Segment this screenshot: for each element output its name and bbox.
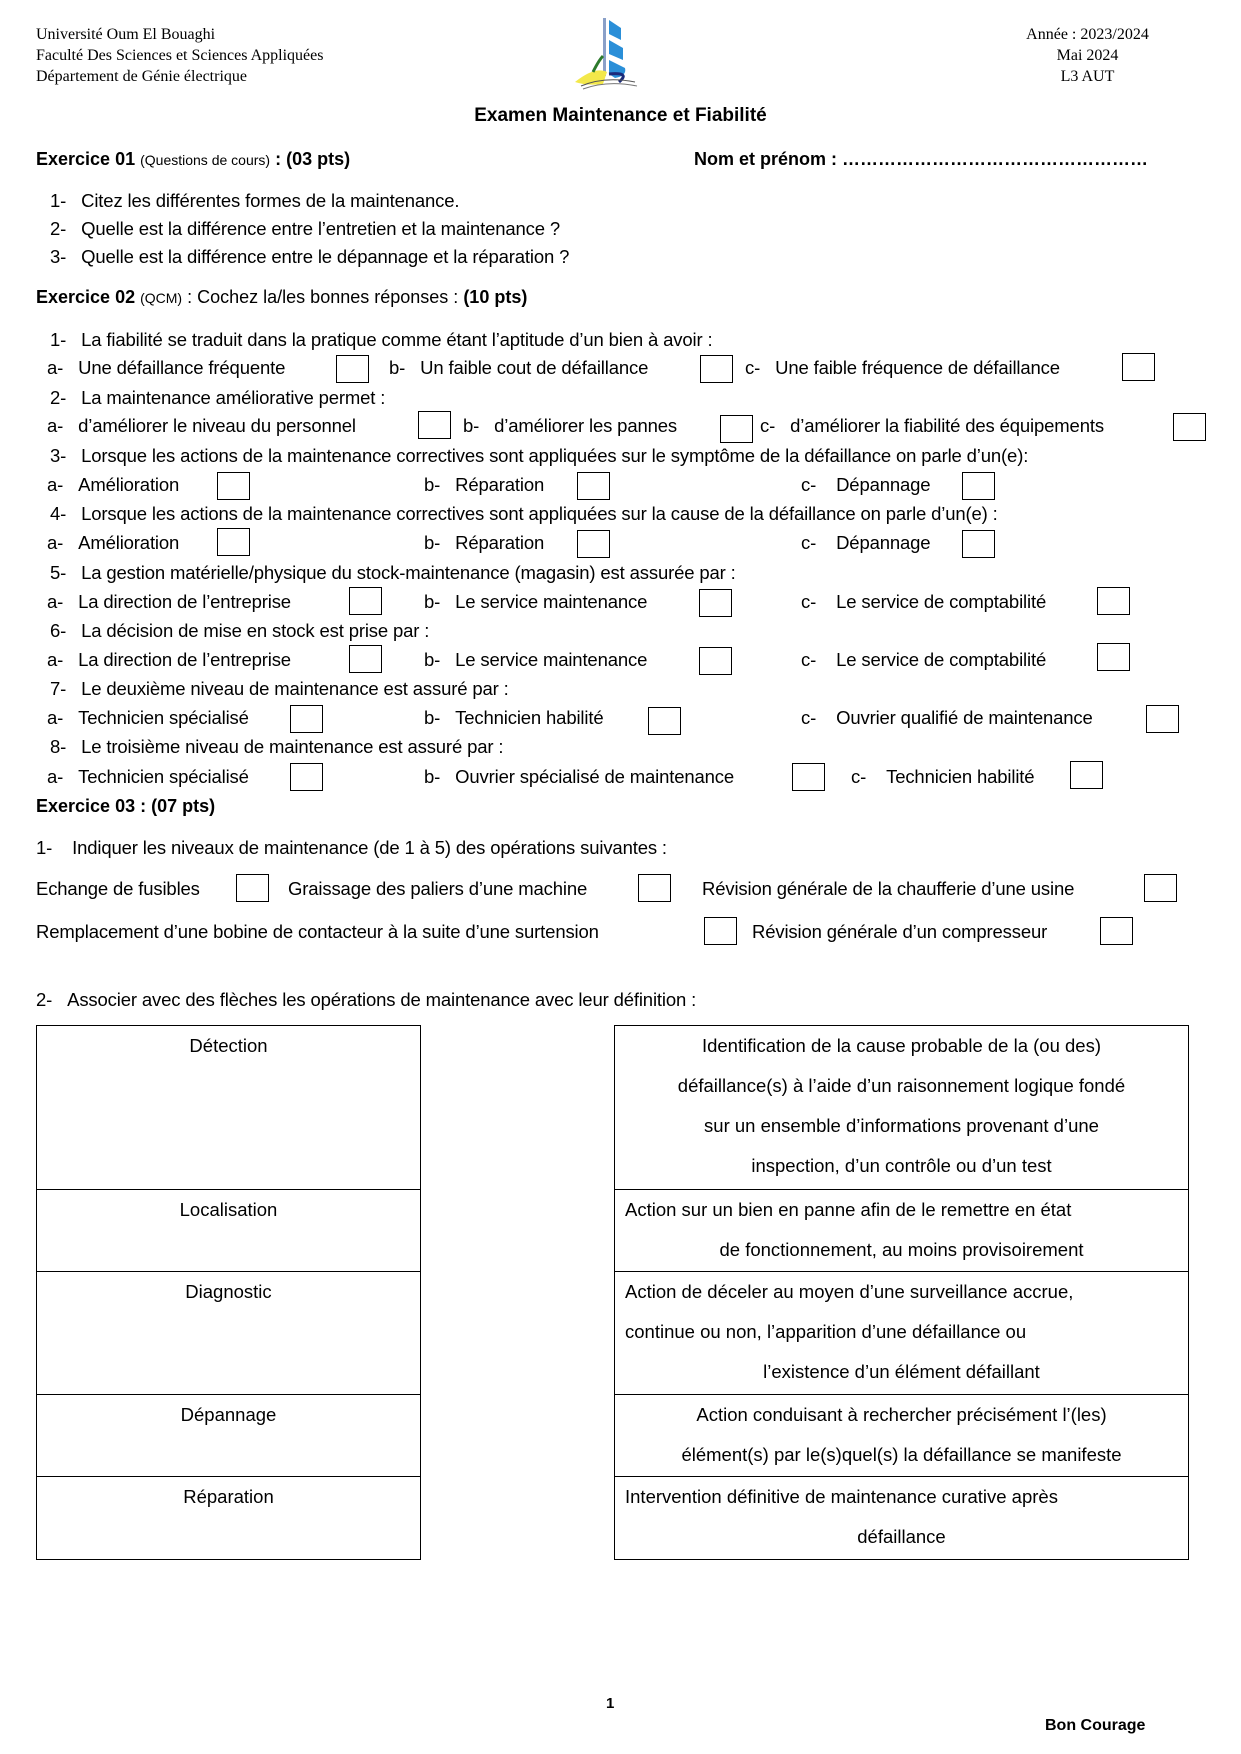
qcm-q3-option-a: a- Amélioration — [47, 474, 180, 495]
exercise-1-subtitle: (Questions de cours) — [140, 152, 271, 168]
qcm-q3-option-c: c- Dépannage — [801, 474, 931, 495]
qcm-q5-checkbox-b[interactable] — [699, 589, 732, 617]
university-name: Université Oum El Bouaghi — [36, 26, 216, 43]
qcm-q2-checkbox-b[interactable] — [720, 415, 753, 443]
qcm-question-4: 4- Lorsque les actions de la maintenance correctives sont appliquées sur la cause de la défaillance on parle d’un(e) : — [50, 503, 998, 524]
ex1-question-1: 1- Citez les différentes formes de la maintenance. — [50, 190, 460, 211]
qcm-q3-option-b: b- Réparation — [424, 474, 545, 495]
qcm-q8-checkbox-b[interactable] — [792, 763, 825, 791]
name-field[interactable]: Nom et prénom : …………………………………………… — [694, 149, 1149, 169]
qcm-q2-checkbox-c[interactable] — [1173, 413, 1206, 441]
qcm-question-7: 7- Le deuxième niveau de maintenance est assuré par : — [50, 678, 509, 699]
operation-5-level-input[interactable] — [1100, 917, 1133, 945]
operation-1-label: Echange de fusibles — [36, 878, 200, 899]
page-title: Examen Maintenance et Fiabilité — [474, 105, 767, 126]
definition-1[interactable]: Identification de la cause probable de la (ou des) défaillance(s) à l’aide d’un raisonnement logique fondé sur un ensemble d’informations provenant d’une inspection, d’un contrôle ou d’un test — [615, 1026, 1188, 1190]
exercise-3-title: Exercice 03 : (07 pts) — [36, 796, 216, 816]
institution-header — [36, 24, 323, 87]
qcm-q8-checkbox-a[interactable] — [290, 763, 323, 791]
exercise-1-title — [36, 149, 350, 170]
qcm-q1-option-b: b- Un faible cout de défaillance — [389, 357, 649, 378]
match-item-detection[interactable]: Détection — [37, 1026, 420, 1190]
qcm-q2-option-a: a- d’améliorer le niveau du personnel — [47, 415, 356, 436]
qcm-q1-checkbox-a[interactable] — [336, 355, 369, 383]
class-level: L3 AUT — [1060, 68, 1115, 85]
ex1-question-2: 2- Quelle est la différence entre l’entretien et la maintenance ? — [50, 218, 560, 239]
qcm-question-6: 6- La décision de mise en stock est prise par : — [50, 620, 430, 641]
match-item-diagnostic[interactable]: Diagnostic — [37, 1272, 420, 1395]
qcm-q6-option-a: a- La direction de l’entreprise — [47, 649, 291, 670]
qcm-q3-checkbox-c[interactable] — [962, 472, 995, 500]
definitions-column — [614, 1025, 1189, 1560]
qcm-q2-checkbox-a[interactable] — [418, 411, 451, 439]
qcm-q1-option-c: c- Une faible fréquence de défaillance — [745, 357, 1060, 378]
exam-date: Mai 2024 — [1056, 47, 1119, 64]
qcm-q5-option-c: c- Le service de comptabilité — [801, 591, 1047, 612]
exercise-1-label: Exercice 01 — [36, 149, 136, 169]
qcm-q4-option-b: b- Réparation — [424, 532, 545, 553]
closing-text: Bon Courage — [1045, 1717, 1146, 1734]
operations-column — [36, 1025, 421, 1560]
exercise-1-points: : (03 pts) — [275, 149, 351, 169]
match-item-localisation[interactable]: Localisation — [37, 1190, 420, 1272]
qcm-q5-option-a: a- La direction de l’entreprise — [47, 591, 291, 612]
definition-3[interactable]: Action de déceler au moyen d’une surveillance accrue, continue ou non, l’apparition d’une défaillance ou l’existence d’un élément défaillant — [615, 1272, 1188, 1395]
match-item-reparation[interactable]: Réparation — [183, 1486, 274, 1507]
faculty-name: Faculté Des Sciences et Sciences Appliquées — [36, 47, 324, 64]
ex1-question-3: 3- Quelle est la différence entre le dépannage et la réparation ? — [50, 246, 570, 267]
qcm-question-5: 5- La gestion matérielle/physique du stock-maintenance (magasin) est assurée par : — [50, 562, 736, 583]
operation-1-level-input[interactable] — [236, 874, 269, 902]
operation-4-level-input[interactable] — [704, 917, 737, 945]
operation-2-label: Graissage des paliers d’une machine — [288, 878, 588, 899]
qcm-q6-checkbox-a[interactable] — [349, 645, 382, 673]
match-item-depannage[interactable]: Dépannage — [37, 1395, 420, 1477]
qcm-q1-checkbox-c[interactable] — [1122, 353, 1155, 381]
university-logo-icon — [565, 16, 645, 92]
qcm-q7-checkbox-c[interactable] — [1146, 705, 1179, 733]
definition-2[interactable]: Action sur un bien en panne afin de le remettre en état de fonctionnement, au moins provisoirement — [615, 1190, 1188, 1272]
qcm-q7-option-b: b- Technicien habilité — [424, 707, 604, 728]
qcm-q6-option-c: c- Le service de comptabilité — [801, 649, 1047, 670]
qcm-q2-option-b: b- d’améliorer les pannes — [463, 415, 677, 436]
qcm-q7-checkbox-b[interactable] — [648, 707, 681, 735]
qcm-q4-checkbox-b[interactable] — [577, 530, 610, 558]
ex3-question-1: 1- Indiquer les niveaux de maintenance (de 1 à 5) des opérations suivantes : — [36, 837, 667, 858]
department-name: Département de Génie électrique — [36, 68, 247, 85]
definition-5[interactable]: Intervention définitive de maintenance curative après défaillance — [625, 1486, 1058, 1547]
qcm-question-1: 1- La fiabilité se traduit dans la pratique comme étant l’aptitude d’un bien à avoir : — [50, 329, 713, 350]
academic-year: Année : 2023/2024 — [1026, 26, 1149, 43]
operation-2-level-input[interactable] — [638, 874, 671, 902]
definition-4[interactable]: Action conduisant à rechercher précisément l’(les) élément(s) par le(s)quel(s) la défaillance se manifeste — [615, 1395, 1188, 1477]
qcm-q7-option-a: a- Technicien spécialisé — [47, 707, 249, 728]
qcm-q1-option-a: a- Une défaillance fréquente — [47, 357, 286, 378]
qcm-q6-checkbox-b[interactable] — [699, 647, 732, 675]
qcm-q1-checkbox-b[interactable] — [700, 355, 733, 383]
qcm-question-3: 3- Lorsque les actions de la maintenance correctives sont appliquées sur le symptôme de la défaillance on parle d’un(e): — [50, 445, 1029, 466]
qcm-q8-checkbox-c[interactable] — [1070, 761, 1103, 789]
qcm-q4-option-a: a- Amélioration — [47, 532, 180, 553]
qcm-q6-checkbox-c[interactable] — [1097, 643, 1130, 671]
qcm-question-8: 8- Le troisième niveau de maintenance est assuré par : — [50, 736, 504, 757]
operation-3-label: Révision générale de la chaufferie d’une usine — [702, 878, 1075, 899]
qcm-q5-checkbox-a[interactable] — [349, 587, 382, 615]
qcm-q5-option-b: b- Le service maintenance — [424, 591, 648, 612]
qcm-q8-option-c: c- Technicien habilité — [851, 766, 1035, 787]
exercise-2-title: Exercice 02 (QCM) : Cochez la/les bonnes réponses : (10 pts) — [36, 287, 528, 307]
qcm-q4-checkbox-a[interactable] — [217, 528, 250, 556]
qcm-q7-option-c: c- Ouvrier qualifié de maintenance — [801, 707, 1093, 728]
operation-3-level-input[interactable] — [1144, 874, 1177, 902]
exam-info — [1000, 24, 1175, 87]
operation-4-label: Remplacement d’une bobine de contacteur à la suite d’une surtension — [36, 921, 599, 942]
operation-5-label: Révision générale d’un compresseur — [752, 921, 1048, 942]
qcm-q8-option-a: a- Technicien spécialisé — [47, 766, 249, 787]
qcm-q5-checkbox-c[interactable] — [1097, 587, 1130, 615]
qcm-q4-checkbox-c[interactable] — [962, 530, 995, 558]
qcm-question-2: 2- La maintenance améliorative permet : — [50, 387, 386, 408]
qcm-q2-option-c: c- d’améliorer la fiabilité des équipements — [760, 415, 1104, 436]
ex3-question-2: 2- Associer avec des flèches les opérations de maintenance avec leur définition : — [36, 989, 697, 1010]
qcm-q3-checkbox-a[interactable] — [217, 472, 250, 500]
qcm-q6-option-b: b- Le service maintenance — [424, 649, 648, 670]
qcm-q4-option-c: c- Dépannage — [801, 532, 931, 553]
page-number: 1 — [606, 1695, 615, 1712]
qcm-q7-checkbox-a[interactable] — [290, 705, 323, 733]
qcm-q3-checkbox-b[interactable] — [577, 472, 610, 500]
qcm-q8-option-b: b- Ouvrier spécialisé de maintenance — [424, 766, 735, 787]
